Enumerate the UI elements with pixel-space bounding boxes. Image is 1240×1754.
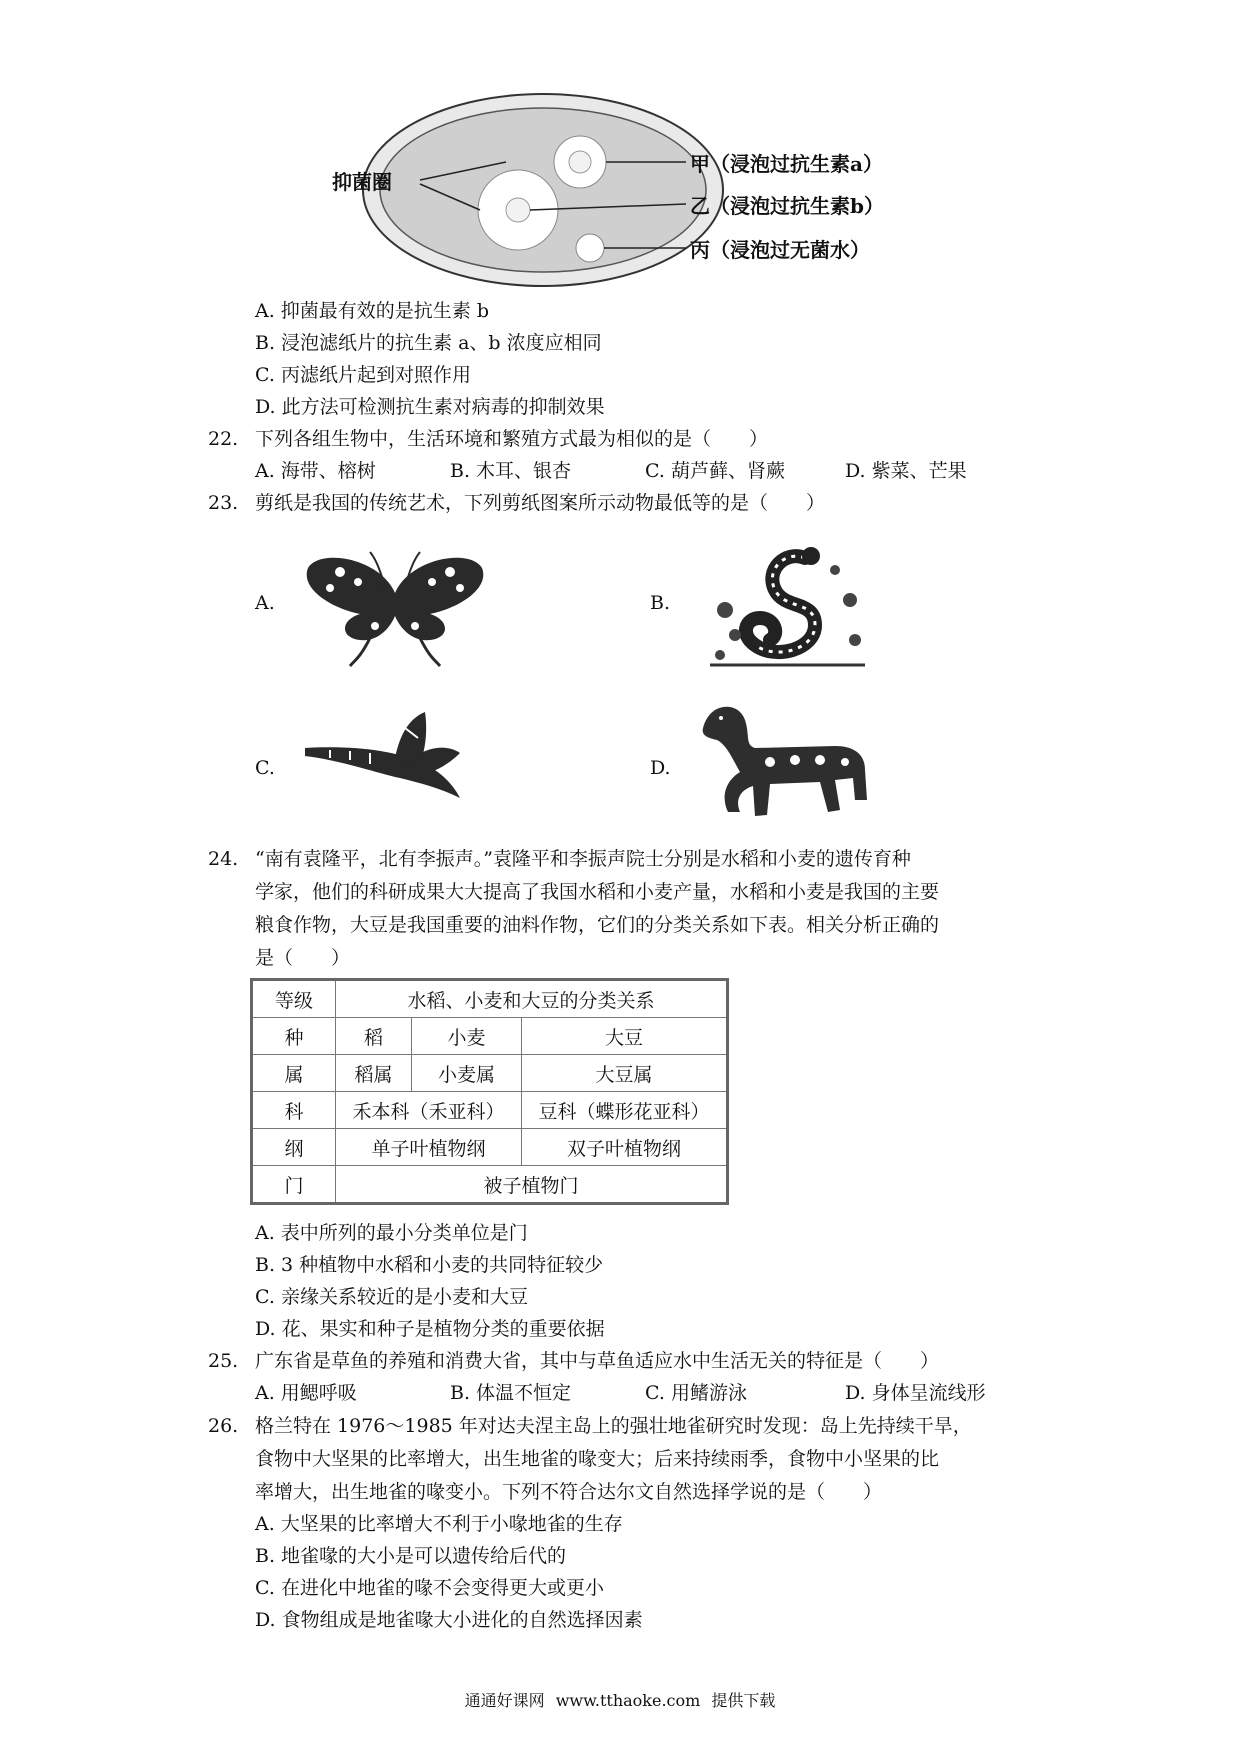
table-header-cell: 水稻、小麦和大豆的分类关系 [336,980,728,1018]
table-row [252,1166,728,1204]
footer-url-link[interactable]: www.tthaoke.com [555,1691,701,1710]
q24-number: 24. [208,848,239,870]
butterfly-papercut-image [300,548,490,668]
horse-papercut-image [695,700,875,830]
q24-option-a: A. 表中所列的最小分类单位是门 [255,1222,528,1244]
table-cell: 豆科（蝶形花亚科） [522,1092,728,1129]
q25-option-b: B. 体温不恒定 [450,1382,572,1404]
q22-option-b: B. 木耳、银杏 [450,460,572,482]
q26-option-d: D. 食物组成是地雀喙大小进化的自然选择因素 [255,1609,643,1631]
q22-number: 22. [208,428,239,450]
q22-option-a: A. 海带、榕树 [255,460,376,482]
table-cell: 种 [252,1018,336,1055]
table-row [252,1092,728,1129]
q24-option-b: B. 3 种植物中水稻和小麦的共同特征较少 [255,1254,604,1276]
q21-option-a: A. 抑菌最有效的是抗生素 b [255,300,490,322]
diagram-label-b: 乙（浸泡过抗生素b） [690,194,884,218]
footer-site-name: 通通好课网 [464,1691,545,1710]
q26-stem-line-1: 格兰特在 1976～1985 年对达夫涅主岛上的强壮地雀研究时发现：岛上先持续干旱， [255,1415,972,1437]
q23-label-a: A. [255,592,275,614]
q22-option-d: D. 紫菜、芒果 [845,460,967,482]
page-footer [0,1688,1240,1711]
table-row [252,980,728,1018]
table-header-cell: 等级 [252,980,336,1018]
q21-option-d: D. 此方法可检测抗生素对病毒的抑制效果 [255,396,605,418]
q24-stem-line-3: 粮食作物，大豆是我国重要的油料作物，它们的分类关系如下表。相关分析正确的 [255,914,940,936]
q25-option-c: C. 用鳍游泳 [645,1382,747,1404]
q21-option-b: B. 浸泡滤纸片的抗生素 a、b 浓度应相同 [255,332,602,354]
table-cell: 纲 [252,1129,336,1166]
q23-label-c: C. [255,757,275,779]
table-cell: 属 [252,1055,336,1092]
q23-label-b: B. [650,592,671,614]
table-cell: 小麦属 [412,1055,522,1092]
footer-suffix: 提供下载 [711,1691,776,1710]
table-cell: 被子植物门 [336,1166,728,1204]
q26-option-b: B. 地雀喙的大小是可以遗传给后代的 [255,1545,567,1567]
diagram-label-c: 丙（浸泡过无菌水） [690,238,870,262]
table-cell: 稻属 [336,1055,412,1092]
table-cell: 稻 [336,1018,412,1055]
q26-option-a: A. 大坚果的比率增大不利于小喙地雀的生存 [255,1513,623,1535]
q26-stem-line-3: 率增大，出生地雀的喙变小。下列不符合达尔文自然选择学说的是（ ） [255,1481,883,1503]
classification-table [250,978,729,1205]
q25-option-d: D. 身体呈流线形 [845,1382,986,1404]
diagram-label-a: 甲（浸泡过抗生素a） [690,152,883,176]
table-cell: 禾本科（禾亚科） [336,1092,522,1129]
q22-stem: 下列各组生物中，生活环境和繁殖方式最为相似的是（ ） [255,428,769,450]
q25-option-a: A. 用鳃呼吸 [255,1382,357,1404]
table-cell: 单子叶植物纲 [336,1129,522,1166]
q24-stem-line-1: “南有袁隆平，北有李振声。”袁隆平和李振声院士分别是水稻和小麦的遗传育种 [255,848,911,870]
bird-papercut-image [300,708,470,818]
table-cell: 双子叶植物纲 [522,1129,728,1166]
q26-stem-line-2: 食物中大坚果的比率增大，出生地雀的喙变大；后来持续雨季，食物中小坚果的比 [255,1448,940,1470]
table-row [252,1018,728,1055]
q23-stem: 剪纸是我国的传统艺术，下列剪纸图案所示动物最低等的是（ ） [255,492,826,514]
table-cell: 小麦 [412,1018,522,1055]
table-cell: 大豆属 [522,1055,728,1092]
table-row [252,1129,728,1166]
table-row [252,1055,728,1092]
table-cell: 科 [252,1092,336,1129]
q23-label-d: D. [650,757,671,779]
q24-stem-line-4: 是（ ） [255,947,351,969]
q25-stem: 广东省是草鱼的养殖和消费大省，其中与草鱼适应水中生活无关的特征是（ ） [255,1350,940,1372]
q21-option-c: C. 丙滤纸片起到对照作用 [255,364,471,386]
q26-option-c: C. 在进化中地雀的喙不会变得更大或更小 [255,1577,604,1599]
table-cell: 大豆 [522,1018,728,1055]
snake-papercut-image [705,540,875,675]
diagram-label-inhibition-zone: 抑菌圈 [332,170,392,194]
q24-stem-line-2: 学家，他们的科研成果大大提高了我国水稻和小麦产量，水稻和小麦是我国的主要 [255,881,940,903]
q24-option-d: D. 花、果实和种子是植物分类的重要依据 [255,1318,605,1340]
q23-number: 23. [208,492,239,514]
q22-option-c: C. 葫芦藓、肾蕨 [645,460,785,482]
petri-dish-diagram [300,92,920,292]
q25-number: 25. [208,1350,239,1372]
q26-number: 26. [208,1415,239,1437]
table-cell: 门 [252,1166,336,1204]
q24-option-c: C. 亲缘关系较近的是小麦和大豆 [255,1286,528,1308]
